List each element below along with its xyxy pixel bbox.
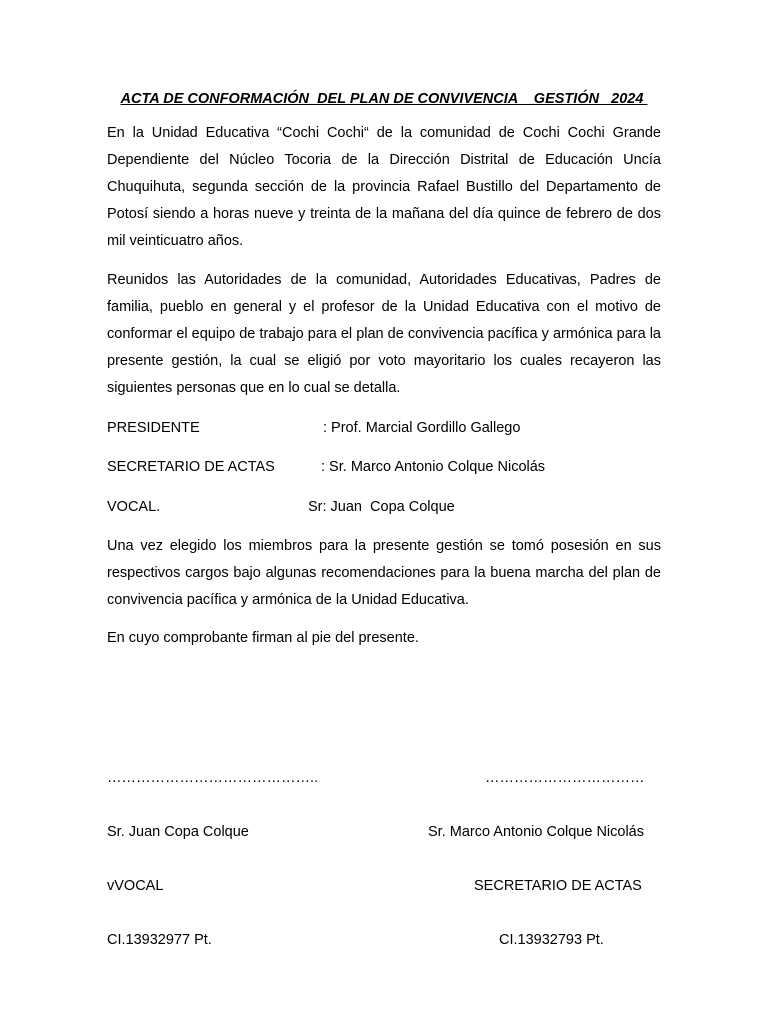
paragraph-introduction: En la Unidad Educativa “Cochi Cochi“ de la comunidad de Cochi Cochi Grande Dependiente del Núcleo Tocoria de la Dirección Distrital de Educación Uncía Chuquihuta, segunda sección de la provincia Rafael Bustillo del Departamento de Potosí siendo a horas nueve y treinta de la mañana del día quince de febrero de dos mil veinticuatro años. xyxy=(107,125,661,249)
signature-line: …………………………………….. xyxy=(107,770,319,786)
signer-name: Sr. Marco Antonio Colque Nicolás xyxy=(428,824,644,840)
signer-role: SECRETARIO DE ACTAS xyxy=(474,878,642,894)
signer-name: Sr. Juan Copa Colque xyxy=(107,824,249,840)
paragraph-meeting: Reunidos las Autoridades de la comunidad, Autoridades Educativas, Padres de familia, pueblo en general y el profesor de la Unidad Educativa con el motivo de conformar el equipo de trabajo para el plan de convivencia pacífica y armónica para la presente gestión, la cual se eligió por voto mayoritario los cuales recayeron las siguientes personas que en lo cual se detalla. xyxy=(107,272,661,396)
signature-line: …………………………… xyxy=(485,770,645,786)
role-person: Sr: Juan Copa Colque xyxy=(308,499,455,515)
document-title: ACTA DE CONFORMACIÓN DEL PLAN DE CONVIVENCIA GESTIÓN 2024 xyxy=(120,91,648,107)
role-row-presidente xyxy=(107,420,521,440)
paragraph-closing: En cuyo comprobante firman al pie del presente. xyxy=(107,630,419,646)
role-person: : Prof. Marcial Gordillo Gallego xyxy=(323,420,521,436)
signature-block-secretario xyxy=(428,733,659,985)
role-person: : Sr. Marco Antonio Colque Nicolás xyxy=(321,459,546,475)
role-label: SECRETARIO DE ACTAS xyxy=(107,459,275,475)
role-label: VOCAL. xyxy=(107,499,161,515)
signer-role: vVOCAL xyxy=(107,878,164,894)
role-row-vocal xyxy=(107,499,455,519)
signer-ci: CI.13932977 Pt. xyxy=(107,932,212,948)
signature-block-vocal xyxy=(107,733,318,985)
signer-ci: CI.13932793 Pt. xyxy=(499,932,604,948)
role-label: PRESIDENTE xyxy=(107,420,200,436)
role-row-secretario xyxy=(107,459,546,479)
paragraph-possession: Una vez elegido los miembros para la presente gestión se tomó posesión en sus respectivos cargos bajo algunas recomendaciones para la buena marcha del plan de convivencia pacífica y armónica de la Unidad Educativa. xyxy=(107,538,661,608)
